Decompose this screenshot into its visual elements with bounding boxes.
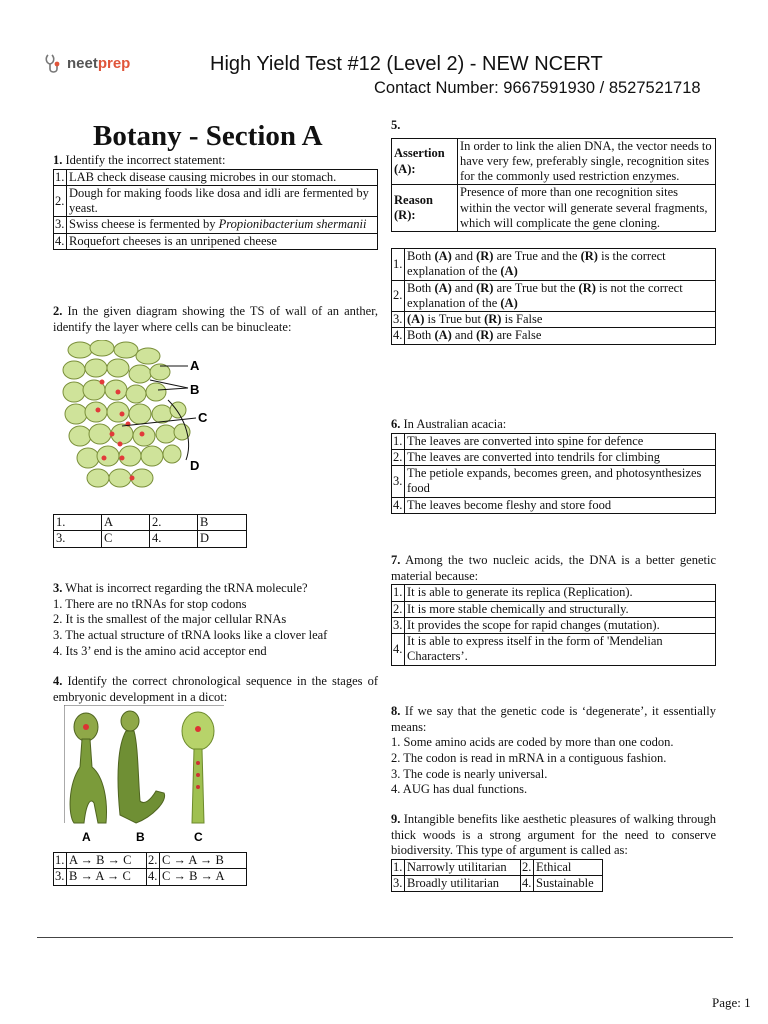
reason-label: Reason (R): — [392, 185, 458, 232]
q3-option-4[interactable]: 4. Its 3’ end is the amino acid acceptor end — [53, 643, 267, 658]
q5-option-2[interactable]: 2. Both (A) and (R) are True but the (R) is not the correct explanation of the (A) — [392, 280, 716, 312]
q2-text: In the given diagram showing the TS of wall of an anther, identify the layer where cells can be binucleate: — [53, 304, 378, 334]
q6-option-2[interactable]: 2. The leaves are converted into tendrils for climbing — [392, 449, 716, 465]
q6-option-4[interactable]: 4. The leaves become fleshy and store food — [392, 497, 716, 513]
logo-text-neet: neet — [67, 54, 98, 72]
q1-option-3[interactable]: 3. Swiss cheese is fermented by Propionibacterium shermanii — [54, 217, 378, 233]
q1-options-table — [53, 169, 378, 250]
q8-option-1[interactable]: 1. Some amino acids are coded by more than one codon. — [391, 735, 674, 750]
neetprep-logo — [44, 52, 130, 76]
logo-text-prep: prep — [97, 54, 131, 72]
q7-text: Among the two nucleic acids, the DNA is a better genetic material because: — [391, 553, 716, 583]
test-title: High Yield Test #12 (Level 2) - NEW NCERT — [210, 53, 603, 75]
q4-options-table: 1. A → B → C 2. C → A → B 3. B → A → C 4. C → B → A — [53, 852, 247, 886]
q1-option-4[interactable]: 4. Roquefort cheeses is an unripened cheese — [54, 233, 378, 249]
q2-option-3-num[interactable]: 3. — [54, 531, 102, 547]
question-2: 2. In the given diagram showing the TS of wall of an anther, identify the layer where cells can be binucleate: — [53, 304, 378, 334]
q8-option-2[interactable]: 2. The codon is read in mRNA in a contiguous fashion. — [391, 750, 667, 765]
q7-option-3[interactable]: 3. It provides the scope for rapid changes (mutation). — [392, 617, 716, 633]
diagram-label-c: C — [198, 410, 208, 425]
q5-option-3[interactable]: 3. (A) is True but (R) is False — [392, 312, 716, 328]
diagram-label-a: A — [190, 358, 200, 373]
anther-wall-diagram — [60, 340, 220, 512]
assertion-label: Assertion (A): — [392, 138, 458, 185]
q5-number: 5. — [391, 118, 401, 132]
question-4: 4. Identify the correct chronological sequence in the stages of embryonic development in a dicot: — [53, 674, 379, 704]
q7-option-4[interactable]: 4. It is able to express itself in the form of 'Mendelian Characters’. — [392, 634, 716, 666]
stethoscope-icon — [44, 52, 64, 76]
q5-option-1[interactable]: 1. Both (A) and (R) are True and the (R) is the correct explanation of the (A) — [392, 249, 716, 281]
q9-option-2[interactable]: Ethical — [534, 859, 603, 875]
q9-text: Intangible benefits like aesthetic pleasures of walking through thick woods is a strong argument for the need to conserve biodiversity. This type of argument is called as: — [391, 812, 717, 858]
q2-option-4-num[interactable]: 4. — [150, 531, 198, 547]
q8-option-3[interactable]: 3. The code is nearly universal. — [391, 766, 548, 781]
q8-text: If we say that the genetic code is ‘degenerate’, it essentially means: — [391, 704, 717, 734]
embryo-label-a: A — [82, 830, 91, 844]
question-6: 6. In Australian acacia: 1. The leaves are converted into spine for defence 2. The leaves are converted into tendrils for climbing 3. The petiole expands, becomes green, and photosynthesizes food 4. The leaves become fleshy and store food — [391, 417, 716, 514]
q8-option-4[interactable]: 4. AUG has dual functions. — [391, 782, 528, 797]
q9-option-1[interactable]: Narrowly utilitarian — [405, 859, 521, 875]
q5-options-table — [391, 248, 716, 345]
question-7: 7. Among the two nucleic acids, the DNA is a better genetic material because: 1. It is able to generate its replica (Replication). 2. It is more stable chemically and structurally. 3. It provides the scope for rapid changes (mutation). 4. It is able to express itself in the form of 'Mendelian Characters’. — [391, 553, 716, 666]
q1-number: 1. — [53, 153, 63, 167]
q1-italic-species: Propionibacterium shermanii — [218, 217, 367, 232]
q1-option-2[interactable]: 2. Dough for making foods like dosa and idli are fermented by yeast. — [54, 185, 378, 217]
q1-text: Identify the incorrect statement: — [65, 153, 226, 167]
q6-option-1[interactable]: 1. The leaves are converted into spine for defence — [392, 433, 716, 449]
q6-text: In Australian acacia: — [403, 417, 507, 431]
page-number: Page: 1 — [712, 995, 751, 1010]
diagram-label-d: D — [190, 458, 200, 473]
q3-option-1[interactable]: 1. There are no tRNAs for stop codons — [53, 596, 247, 611]
q7-options-table — [391, 584, 716, 665]
embryo-label-c: C — [194, 830, 203, 844]
question-1 — [53, 153, 378, 250]
q1-option-1[interactable]: 1. LAB check disease causing microbes in our stomach. — [54, 169, 378, 185]
reason-text: Presence of more than one recognition sites within the vector will generate several fragments, which will complicate the gene cloning. — [458, 185, 716, 232]
q9-option-4[interactable]: Sustainable — [534, 876, 603, 892]
embryo-a — [70, 713, 106, 823]
footer-divider — [37, 937, 733, 938]
embryo-stages-diagram — [64, 705, 234, 847]
q2-options — [53, 514, 247, 548]
q4-option-1[interactable]: A → B → C — [67, 853, 147, 869]
q6-option-3[interactable]: 3. The petiole expands, becomes green, and photosynthesizes food — [392, 466, 716, 498]
contact-number: Contact Number: 9667591930 / 8527521718 — [374, 79, 701, 97]
question-3: 3. What is incorrect regarding the tRNA molecule? 1. There are no tRNAs for stop codons 2. It is the smallest of the major cellular RNAs 3. The actual structure of tRNA looks like a clover leaf 4. Its 3’ end is the amino acid acceptor end — [53, 581, 378, 659]
question-5 — [391, 118, 716, 345]
q3-option-2[interactable]: 2. It is the smallest of the major cellular RNAs — [53, 612, 287, 627]
q2-option-1-num[interactable]: 1. — [54, 515, 102, 531]
q6-options-table — [391, 433, 716, 514]
q2-options-table: 1. A 2. B 3. C 4. D — [53, 514, 247, 548]
question-9: 9. Intangible benefits like aesthetic pleasures of walking through thick woods is a strong argument for the need to conserve biodiversity. This type of argument is called as: 1. Narrowly utilitarian 2. Ethical 3. Broadly utilitarian 4. Sustainable — [391, 812, 716, 892]
q4-options — [53, 852, 247, 886]
q5-option-4[interactable]: 4. Both (A) and (R) are False — [392, 328, 716, 344]
q4-option-3[interactable]: B → A → C — [67, 869, 147, 885]
q7-option-2[interactable]: 2. It is more stable chemically and structurally. — [392, 601, 716, 617]
q7-option-1[interactable]: 1. It is able to generate its replica (Replication). — [392, 585, 716, 601]
embryo-label-b: B — [136, 830, 145, 844]
embryo-c — [182, 712, 214, 823]
question-8: 8. If we say that the genetic code is ‘degenerate’, it essentially means: 1. Some amino acids are coded by more than one codon. 2. The codon is read in mRNA in a contiguous fashion. 3. The code is nearly universal. 4. AUG has dual functions. — [391, 704, 717, 797]
q2-option-2-num[interactable]: 2. — [150, 515, 198, 531]
assertion-reason-table — [391, 138, 716, 233]
embryo-b — [118, 711, 165, 823]
diagram-label-b: B — [190, 382, 200, 397]
q4-text: Identify the correct chronological sequence in the stages of embryonic development in a dicot: — [53, 674, 379, 704]
section-title: Botany - Section A — [93, 120, 323, 152]
assertion-text: In order to link the alien DNA, the vector needs to have very few, preferably single, recognition sites for the commonly used restriction enzymes. — [458, 138, 716, 185]
q4-option-4[interactable]: C → B → A — [160, 869, 247, 885]
q9-options-table: 1. Narrowly utilitarian 2. Ethical 3. Broadly utilitarian 4. Sustainable — [391, 859, 603, 893]
q9-option-3[interactable]: Broadly utilitarian — [405, 876, 521, 892]
q4-option-2[interactable]: C → A → B — [160, 853, 247, 869]
q3-option-3[interactable]: 3. The actual structure of tRNA looks like a clover leaf — [53, 627, 328, 642]
q3-text: What is incorrect regarding the tRNA molecule? — [65, 581, 308, 595]
